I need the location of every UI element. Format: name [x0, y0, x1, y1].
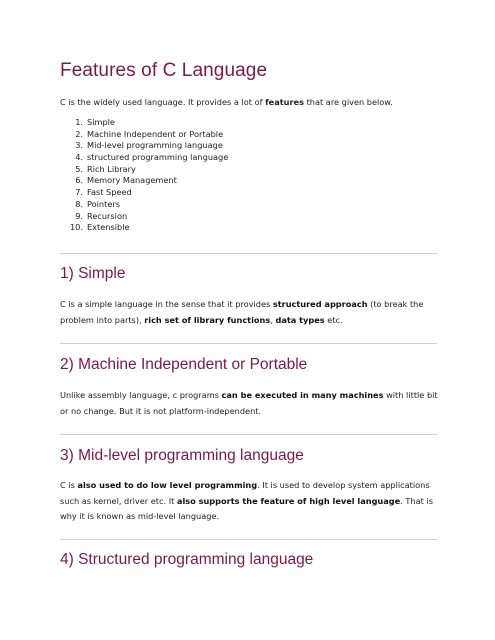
list-number: 1.: [75, 117, 83, 127]
paragraph-text: etc.: [324, 314, 343, 325]
list-item: [60, 199, 228, 211]
section-heading-structured: 4) Structured programming language: [60, 551, 314, 568]
list-number: 6.: [75, 175, 83, 186]
list-item: [60, 140, 228, 152]
list-label: Fast Speed: [87, 187, 132, 198]
paragraph-text: . That is why it is known as mid-level language.: [60, 495, 433, 521]
paragraph-text: C is: [60, 480, 78, 490]
list-number: 3.: [75, 140, 83, 151]
paragraph-bold: also used to do low level programming: [77, 480, 258, 490]
list-number: 8.: [75, 198, 83, 209]
list-label: Recursion: [87, 210, 128, 221]
list-number: 10.: [69, 222, 83, 233]
list-item: [60, 222, 228, 234]
section-heading-simple: 1) Simple: [60, 265, 126, 282]
list-label: Simple: [87, 117, 115, 127]
intro-bold: features: [265, 97, 304, 107]
list-item: [60, 129, 228, 141]
list-item: [60, 164, 228, 176]
section-divider: [60, 253, 437, 254]
section-paragraph-midlevel: [60, 478, 438, 525]
paragraph-text: C is a simple language in the sense that it provides: [60, 299, 273, 309]
section-paragraph-portable: [60, 388, 438, 419]
list-number: 2.: [75, 128, 83, 139]
paragraph-bold: data types: [275, 314, 325, 325]
intro-text: C is the widely used language. It provides a lot of: [60, 97, 266, 107]
list-label: Rich Library: [87, 163, 136, 174]
list-label: Extensible: [87, 222, 130, 233]
paragraph-text: (to break the problem into parts),: [60, 299, 424, 325]
list-number: 5.: [75, 163, 83, 174]
list-label: Mid-level programming language: [87, 140, 223, 151]
paragraph-text: with little bit or no change. But it is not platform-independent.: [60, 390, 438, 416]
list-item: [60, 117, 228, 129]
features-list: [60, 117, 228, 234]
paragraph-text: ,: [270, 314, 276, 325]
list-number: 9.: [75, 210, 83, 221]
intro-text-end: that are given below.: [303, 97, 393, 107]
section-heading-midlevel: 3) Mid-level programming language: [60, 447, 304, 464]
list-item: [60, 211, 228, 223]
intro-paragraph: [60, 96, 440, 108]
list-label: Machine Independent or Portable: [87, 128, 224, 139]
section-divider: [60, 343, 437, 344]
list-label: structured programming language: [87, 152, 229, 163]
section-heading-portable: 2) Machine Independent or Portable: [60, 356, 308, 373]
paragraph-bold: can be executed in many machines: [221, 390, 384, 400]
list-number: 4.: [75, 152, 83, 163]
paragraph-text: . It is used to develop system applications such as kernel, driver etc. It: [60, 480, 430, 506]
list-label: Pointers: [87, 198, 120, 209]
paragraph-bold: structured approach: [272, 299, 368, 309]
list-label: Memory Management: [87, 175, 177, 186]
section-paragraph-simple: [60, 297, 438, 328]
paragraph-text: Unlike assembly language, c programs: [60, 390, 222, 400]
list-item: [60, 152, 228, 164]
section-divider: [60, 434, 437, 435]
section-divider: [60, 539, 437, 540]
list-item: [60, 175, 228, 187]
paragraph-bold: rich set of library functions: [144, 314, 271, 325]
page-title: Features of C Language: [60, 60, 268, 81]
paragraph-bold: also supports the feature of high level language: [176, 495, 401, 506]
list-number: 7.: [75, 187, 83, 198]
list-item: [60, 187, 228, 199]
